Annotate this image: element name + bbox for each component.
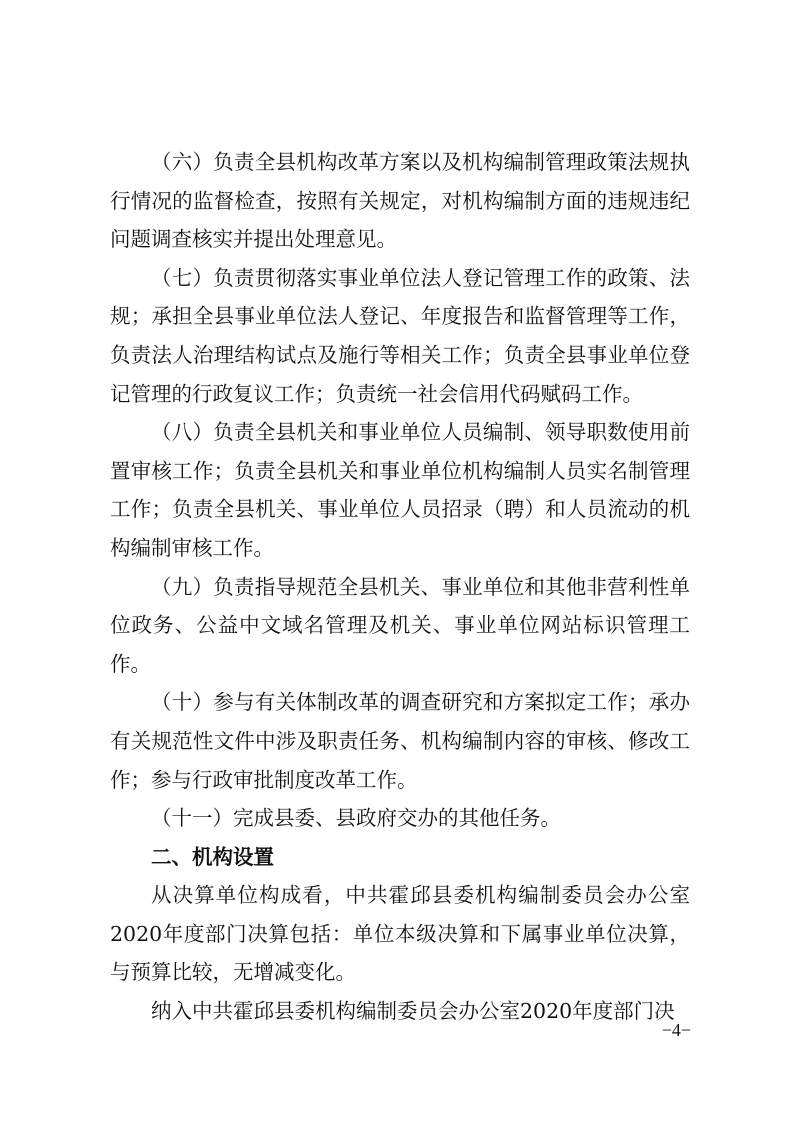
paragraph-item-9: （九）负责指导规范全县机关、事业单位和其他非营利性单位政务、公益中文域名管理及机关、事业单位网站标识管理工作。 xyxy=(110,574,690,676)
section-paragraph: 从决算单位构成看，中共霍邱县委机构编制委员会办公室2020年度部门决算包括：单位本级决算和下属事业单位决算，与预算比较，无增减变化。 xyxy=(110,883,690,985)
section-heading: 二、机构设置 xyxy=(151,844,274,869)
paragraph-item-7: （七）负责贯彻落实事业单位法人登记管理工作的政策、法规；承担全县事业单位法人登记、年度报告和监督管理等工作，负责法人治理结构试点及施行等相关工作；负责全县事业单位登记管理的行政复议工作；负责统一社会信用代码赋码工作。 xyxy=(110,265,690,406)
document-body xyxy=(110,143,690,1031)
paragraph-item-6: （六）负责全县机构改革方案以及机构编制管理政策法规执行情况的监督检查，按照有关规定，对机构编制方面的违规违纪问题调查核实并提出处理意见。 xyxy=(110,150,690,252)
paragraph-item-8: （八）负责全县机关和事业单位人员编制、领导职数使用前置审核工作；负责全县机关和事业单位机构编制人员实名制管理工作；负责全县机关、事业单位人员招录（聘）和人员流动的机构编制审核工作。 xyxy=(110,420,690,560)
page-number: −4− xyxy=(661,1020,691,1040)
section-paragraph: 纳入中共霍邱县委机构编制委员会办公室2020年度部门决 xyxy=(151,999,675,1024)
paragraph-item-11: （十一）完成县委、县政府交办的其他任务。 xyxy=(151,806,561,831)
paragraph-item-10: （十）参与有关体制改革的调查研究和方案拟定工作；承办有关规范性文件中涉及职责任务、机构编制内容的审核、修改工作；参与行政审批制度改革工作。 xyxy=(110,690,690,792)
